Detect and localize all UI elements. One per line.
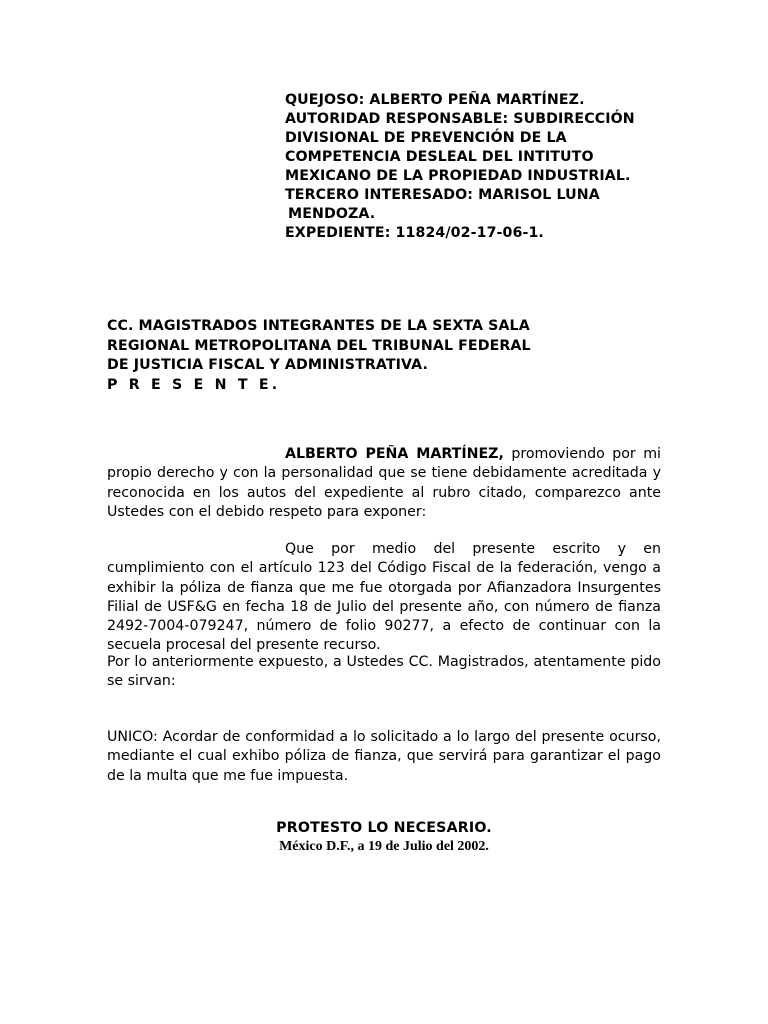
caption-file-number: EXPEDIENTE: 11824/02-17-06-1. bbox=[285, 225, 544, 241]
addressee-block bbox=[107, 317, 567, 395]
paragraph-request bbox=[107, 653, 661, 692]
paragraph-unico bbox=[107, 728, 661, 786]
addressee-line-2: REGIONAL METROPOLITANA DEL TRIBUNAL FEDERAL bbox=[107, 337, 531, 354]
promovente-name: ALBERTO PEÑA MARTÍNEZ, bbox=[285, 446, 504, 462]
paragraph-exhibit bbox=[107, 540, 661, 656]
paragraph-exhibit-text: Que por medio del presente escrito y en cumplimiento con el artículo 123 del Código Fiscal de la federación, vengo a exhibir la póliza de fianza que me fue otorgada por Afianzadora Insurgentes Filial de USF&G en fecha 18 de Julio del presente año, con número de fianza 2492-7004-079247, número de folio 90277, a efecto de continuar con la secuela procesal del presente recurso. bbox=[107, 541, 661, 654]
caption-plaintiff: QUEJOSO: ALBERTO PEÑA MARTÍNEZ. bbox=[285, 92, 585, 108]
paragraph-introduction-text: promoviendo por mi propio derecho y con la personalidad que se tiene debidamente acreditada y reconocida en los autos del expediente al rubro citado, comparezco ante Ustedes con el debido respeto para exponer: bbox=[107, 446, 661, 520]
protest-line: PROTESTO LO NECESARIO. bbox=[276, 820, 492, 836]
place-date-line: México D.F., a 19 de Julio del 2002. bbox=[279, 839, 489, 854]
caption-authority-cont-3: MEXICANO DE LA PROPIEDAD INDUSTRIAL. bbox=[285, 168, 631, 184]
paragraph-introduction bbox=[107, 445, 661, 522]
addressee-line-3: DE JUSTICIA FISCAL Y ADMINISTRATIVA. bbox=[107, 357, 428, 373]
caption-authority: AUTORIDAD RESPONSABLE: SUBDIRECCIÓN bbox=[285, 111, 635, 127]
caption-third-party: TERCERO INTERESADO: MARISOL LUNA bbox=[285, 187, 600, 203]
addressee-line-1: CC. MAGISTRADOS INTEGRANTES DE LA SEXTA SALA bbox=[107, 318, 530, 334]
paragraph-unico-text: UNICO: Acordar de conformidad a lo solicitado a lo largo del presente ocurso, mediante el cual exhibo póliza de fianza, que servirá para garantizar el pago de la multa que me fue impuesta. bbox=[107, 729, 661, 784]
caption-authority-cont-2: COMPETENCIA DESLEAL DEL INTITUTO bbox=[285, 149, 594, 165]
paragraph-request-text: Por lo anteriormente expuesto, a Ustedes CC. Magistrados, atentamente pido se sirvan: bbox=[107, 654, 661, 690]
caption-authority-cont-1: DIVISIONAL DE PREVENCIÓN DE LA bbox=[285, 130, 567, 146]
caption-third-party-cont: MENDOZA. bbox=[288, 206, 376, 222]
case-caption bbox=[285, 91, 665, 243]
addressee-presente: P R E S E N T E. bbox=[107, 376, 281, 393]
